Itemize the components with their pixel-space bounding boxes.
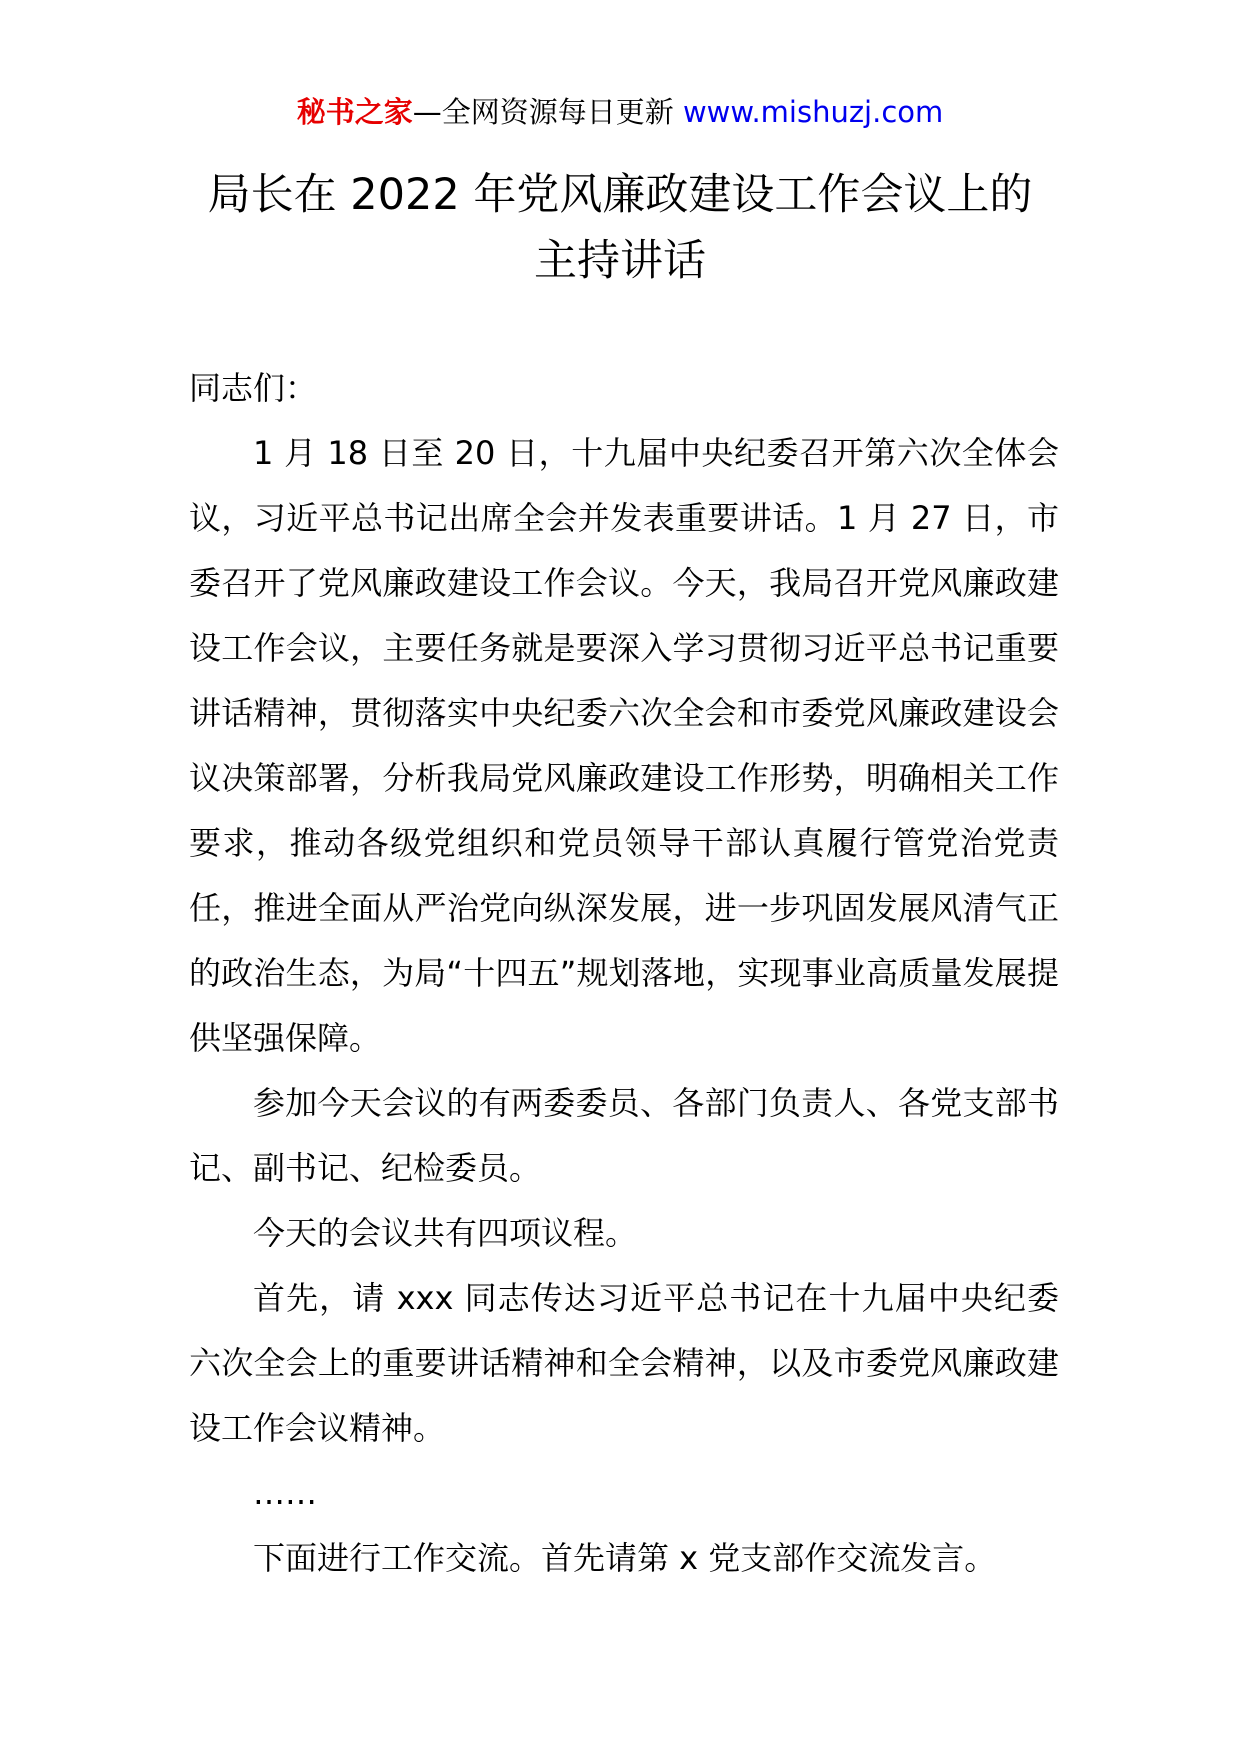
document-body xyxy=(189,356,1059,1591)
document-title xyxy=(120,162,1120,294)
header-tagline: —全网资源每日更新 xyxy=(412,95,683,129)
site-url-link[interactable]: www.mishuzj.com xyxy=(682,95,944,129)
paragraph-agenda: 今天的会议共有四项议程。 xyxy=(253,1214,638,1252)
salutation: 同志们： xyxy=(189,369,318,407)
title-line-1: 局长在 2022 年党风廉政建设工作会议上的 xyxy=(207,170,1033,220)
paragraph-attendees: 参加今天会议的有两委委员、各部门负责人、各党支部书记、副书记、纪检委员。 xyxy=(189,1084,1059,1187)
paragraph-first-item: 首先，请 xxx 同志传达习近平总书记在十九届中央纪委六次全会上的重要讲话精神和全会精神，以及市委党风廉政建设工作会议精神。 xyxy=(189,1279,1059,1447)
site-header xyxy=(0,92,1240,132)
title-line-2: 主持讲话 xyxy=(534,236,706,286)
brand-name: 秘书之家 xyxy=(296,95,413,129)
paragraph-exchange: 下面进行工作交流。首先请第 x 党支部作交流发言。 xyxy=(253,1539,997,1577)
paragraph-intro: 1 月 18 日至 20 日，十九届中央纪委召开第六次全体会议，习近平总书记出席全会并发表重要讲话。1 月 27 日，市委召开了党风廉政建设工作会议。今天，我局召开党风廉政建设工作会议，主要任务就是要深入学习贯彻习近平总书记重要讲话精神，贯彻落实中央纪委六次全会和市委党风廉政建设会议决策部署，分析我局党风廉政建设工作形势，明确相关工作要求，推动各级党组织和党员领导干部认真履行管党治党责任，推进全面从严治党向纵深发展，进一步巩固发展风清气正的政治生态，为局“十四五”规划落地，实现事业高质量发展提供坚强保障。 xyxy=(189,434,1059,1057)
paragraph-ellipsis: …… xyxy=(253,1474,317,1512)
